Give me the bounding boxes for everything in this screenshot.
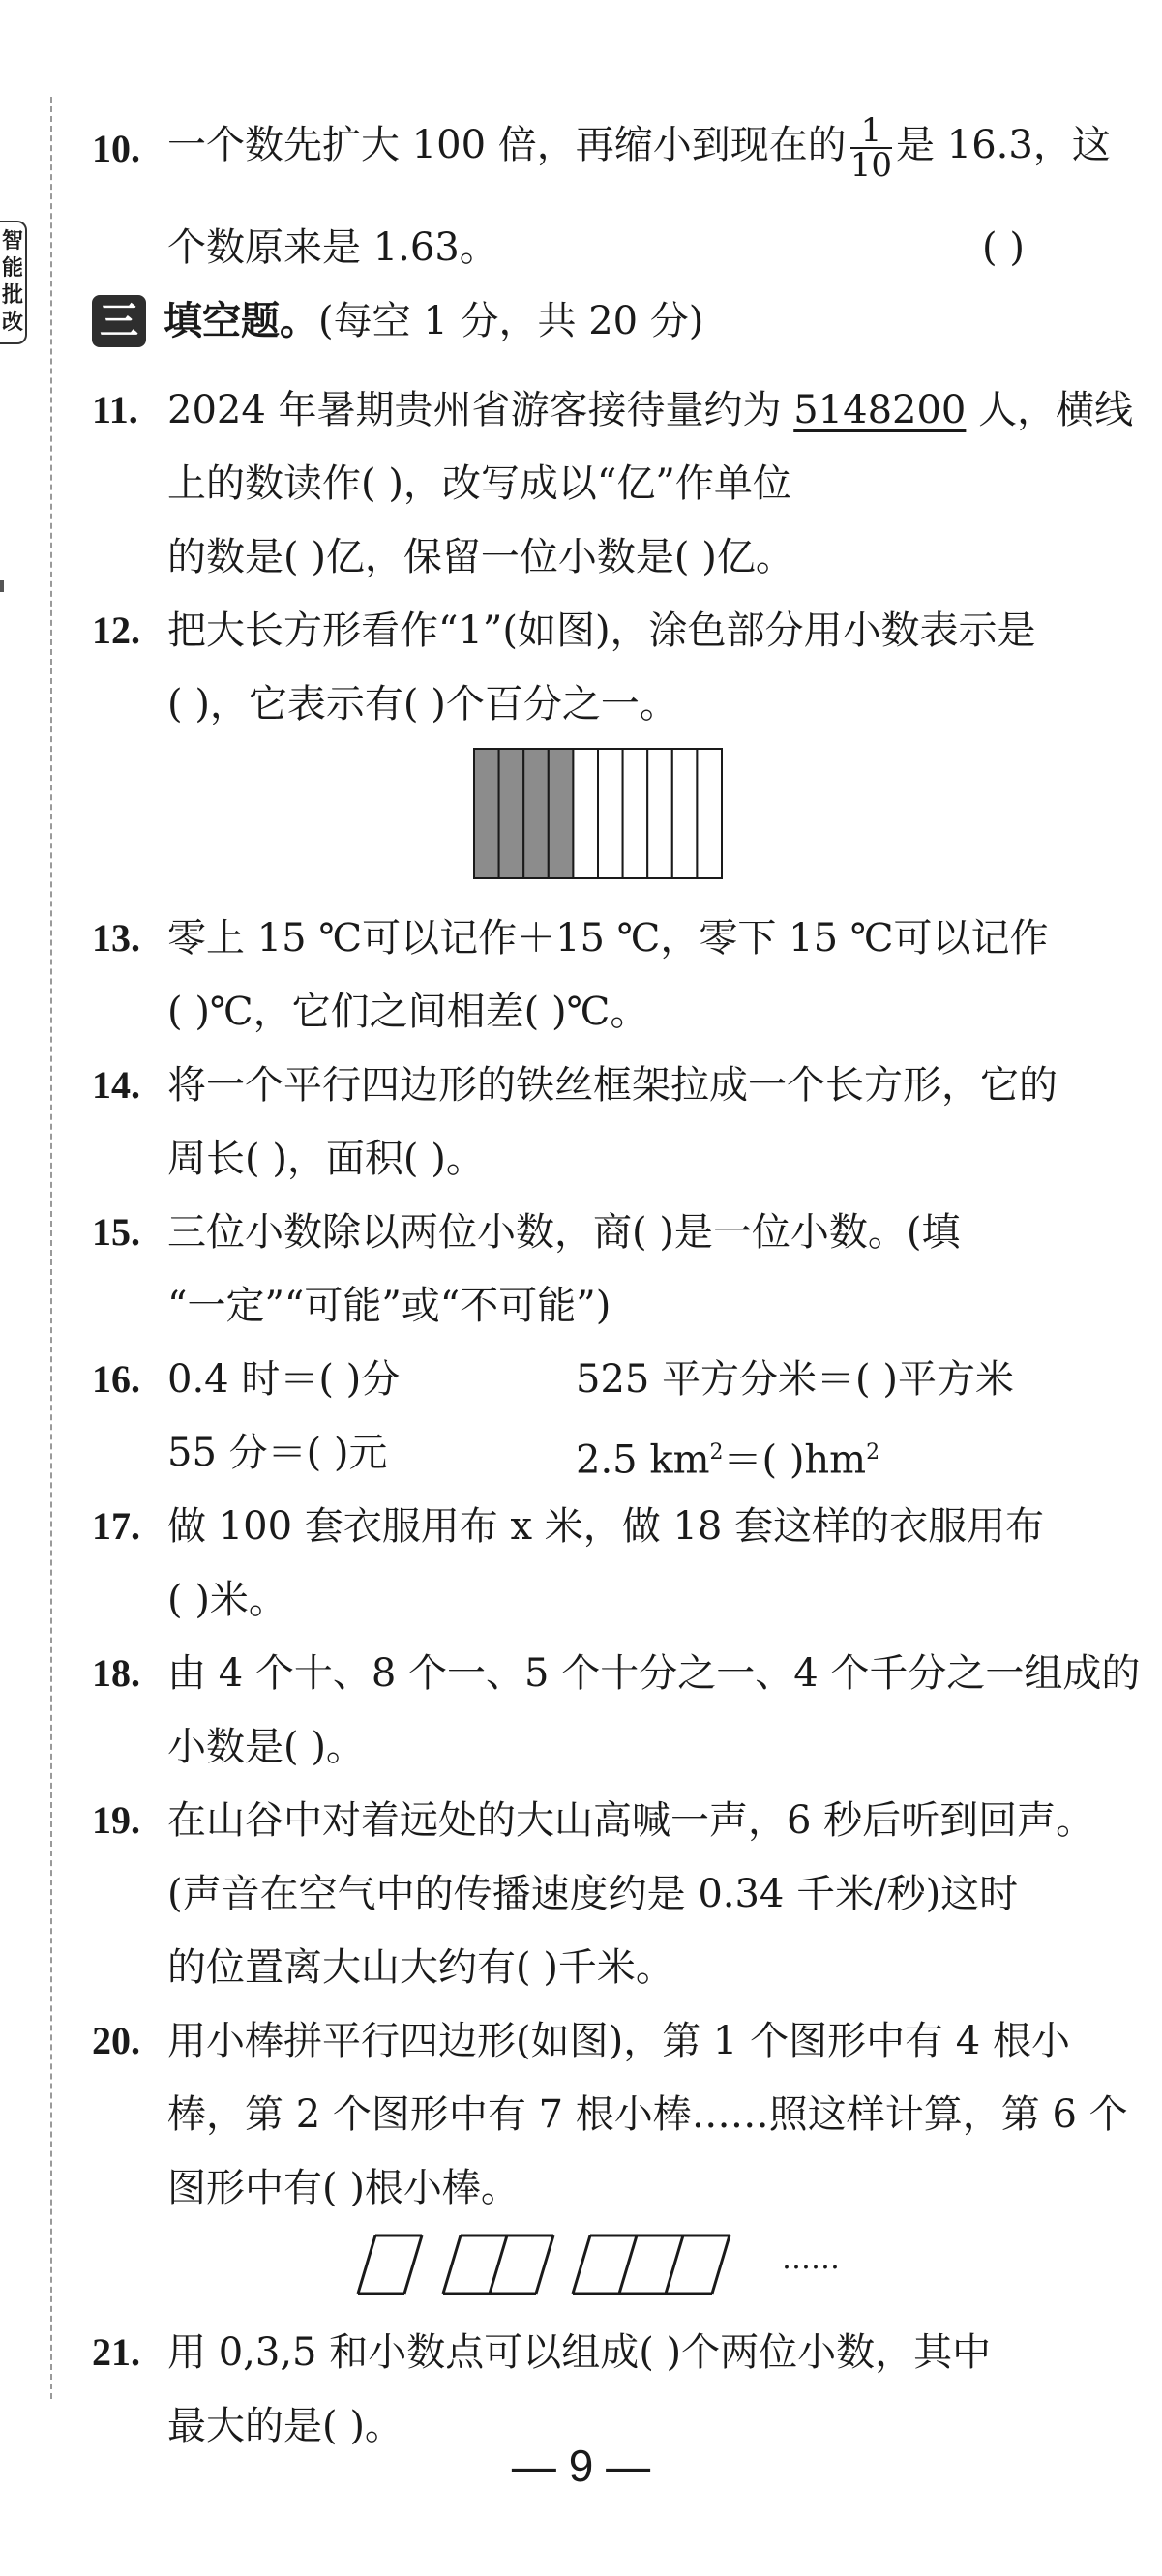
superscript: 2 bbox=[709, 1440, 724, 1465]
stick bbox=[490, 2235, 507, 2294]
tenths-rectangle-figure bbox=[472, 747, 724, 882]
stick bbox=[404, 2235, 422, 2294]
question-number: 13. bbox=[92, 916, 140, 960]
stick-figure-1 bbox=[358, 2235, 422, 2294]
question-number: 21. bbox=[92, 2330, 140, 2374]
smart-grading-tag bbox=[0, 221, 27, 344]
shaded-strip bbox=[499, 749, 524, 878]
question-13-line-1: 零上 15 ℃可以记作＋15 ℃，零下 15 ℃可以记作 bbox=[167, 916, 1049, 961]
question-text: 2.5 km bbox=[576, 1437, 710, 1483]
question-21-line-2: 最大的是( )。 bbox=[167, 2404, 403, 2448]
question-12-line-1: 把大长方形看作“1”(如图)，涂色部分用小数表示是 bbox=[167, 608, 1036, 653]
blank-strip bbox=[672, 749, 698, 878]
question-text: ＝( )hm bbox=[723, 1437, 867, 1483]
question-text: 一个数先扩大 100 倍，再缩小到现在的 bbox=[167, 123, 847, 167]
question-14-line-1: 将一个平行四边形的铁丝框架拉成一个长方形，它的 bbox=[167, 1063, 1058, 1108]
underlined-number: 5148200 bbox=[793, 388, 967, 432]
question-14-line-2: 周长( )，面积( )。 bbox=[167, 1137, 485, 1181]
question-number: 12. bbox=[92, 608, 140, 652]
stick bbox=[358, 2235, 375, 2294]
blank-strip bbox=[598, 749, 623, 878]
blank-strip bbox=[573, 749, 598, 878]
stick bbox=[443, 2235, 461, 2294]
answer-parentheses[interactable]: ( ) bbox=[982, 225, 1025, 270]
blank-strip bbox=[623, 749, 648, 878]
question-19-line-2: (声音在空气中的传播速度约是 0.34 千米/秒)这时 bbox=[167, 1872, 1019, 1916]
question-13-line-2: ( )℃，它们之间相差( )℃。 bbox=[167, 990, 649, 1034]
question-18-line-2: 小数是( )。 bbox=[167, 1725, 365, 1769]
question-20-line-3: 图形中有( )根小棒。 bbox=[167, 2166, 520, 2210]
shaded-strip bbox=[474, 749, 499, 878]
question-16-part-a: 0.4 时＝( )分 bbox=[167, 1357, 401, 1402]
question-20-line-2: 棒，第 2 个图形中有 7 根小棒……照这样计算，第 6 个 bbox=[167, 2092, 1128, 2137]
question-number: 14. bbox=[92, 1063, 140, 1107]
side-tag-char: 批 bbox=[1, 283, 23, 308]
question-text: 是 16.3，这 bbox=[896, 123, 1111, 167]
question-19-line-3: 的位置离大山大约有( )千米。 bbox=[167, 1945, 674, 1990]
question-11-line-3: 的数是( )亿，保留一位小数是( )亿。 bbox=[167, 535, 794, 579]
parallelogram-stick-figures bbox=[358, 2233, 842, 2296]
question-16-part-c: 55 分＝( )元 bbox=[167, 1431, 388, 1475]
question-16-part-d bbox=[576, 1430, 879, 1483]
question-17-line-2: ( )米。 bbox=[167, 1578, 287, 1622]
section-scoring-note: (每空 1 分，共 20 分) bbox=[318, 299, 704, 343]
question-number: 17. bbox=[92, 1504, 140, 1548]
question-11-line-1 bbox=[167, 387, 1133, 433]
question-number: 10. bbox=[92, 127, 140, 170]
question-text: 人，横线 bbox=[966, 388, 1134, 432]
question-text: 2024 年暑期贵州省游客接待量约为 bbox=[167, 388, 794, 432]
shaded-strip bbox=[523, 749, 549, 878]
stick bbox=[619, 2235, 637, 2294]
side-tag-char: 能 bbox=[1, 256, 23, 281]
side-tag-char: 智 bbox=[1, 229, 23, 253]
superscript: 2 bbox=[866, 1440, 880, 1465]
section-title: 填空题。 bbox=[164, 299, 318, 343]
question-12-line-2: ( )，它表示有( )个百分之一。 bbox=[167, 682, 678, 726]
stick bbox=[712, 2235, 730, 2294]
fraction bbox=[849, 111, 893, 185]
section-number-badge: 三 bbox=[92, 295, 146, 347]
stick bbox=[573, 2235, 590, 2294]
stick-figure-3 bbox=[573, 2235, 730, 2294]
fraction-numerator: 1 bbox=[850, 114, 892, 149]
question-number: 20. bbox=[92, 2019, 140, 2062]
shaded-strip bbox=[549, 749, 574, 878]
question-15-line-1: 三位小数除以两位小数，商( )是一位小数。(填 bbox=[167, 1210, 961, 1255]
question-number: 15. bbox=[92, 1210, 140, 1254]
question-11-line-2: 上的数读作( )，改写成以“亿”作单位 bbox=[167, 461, 791, 506]
question-20-line-1: 用小棒拼平行四边形(如图)，第 1 个图形中有 4 根小 bbox=[167, 2019, 1070, 2063]
side-mark bbox=[0, 580, 4, 592]
side-tag-char: 改 bbox=[1, 311, 23, 335]
question-number: 18. bbox=[92, 1651, 140, 1695]
section-header bbox=[92, 292, 703, 347]
question-17-line-1: 做 100 套衣服用布 x 米，做 18 套这样的衣服用布 bbox=[167, 1504, 1045, 1549]
stick-figure-2 bbox=[443, 2235, 553, 2294]
question-21-line-1: 用 0,3,5 和小数点可以组成( )个两位小数，其中 bbox=[167, 2330, 992, 2375]
question-number: 16. bbox=[92, 1357, 140, 1401]
question-18-line-1: 由 4 个十、8 个一、5 个十分之一、4 个千分之一组成的 bbox=[167, 1651, 1141, 1696]
question-10-line-2: 个数原来是 1.63。 bbox=[167, 225, 498, 270]
binding-dashed-line bbox=[50, 97, 52, 2399]
question-19-line-1: 在山谷中对着远处的大山高喊一声，6 秒后听到回声。 bbox=[167, 1798, 1095, 1843]
fraction-denominator: 10 bbox=[849, 146, 893, 185]
stick bbox=[536, 2235, 553, 2294]
blank-strip bbox=[697, 749, 722, 878]
question-15-line-2: “一定”“可能”或“不可能”) bbox=[167, 1284, 611, 1328]
question-10-line-1 bbox=[167, 104, 1111, 186]
question-number: 11. bbox=[92, 388, 138, 431]
stick bbox=[666, 2235, 683, 2294]
figure-ellipsis: …… bbox=[782, 2242, 840, 2276]
question-number: 19. bbox=[92, 1798, 140, 1842]
blank-strip bbox=[647, 749, 672, 878]
question-16-part-b: 525 平方分米＝( )平方米 bbox=[576, 1357, 1014, 1402]
page-number: — 9 — bbox=[511, 2441, 651, 2491]
